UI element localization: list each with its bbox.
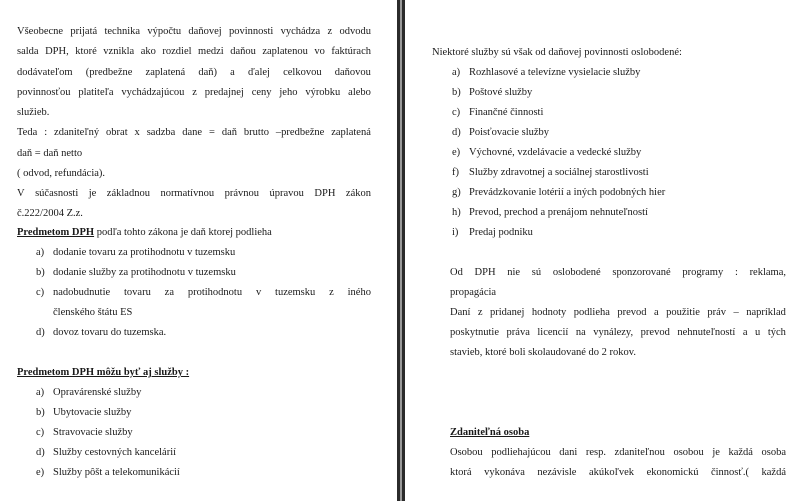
word: nadobudnutie <box>53 287 111 298</box>
word: licencií <box>537 327 569 338</box>
list-item: Služby zdravotnej a sociálnej starostlivosti <box>469 167 649 178</box>
list-letter: a) <box>36 387 45 398</box>
list-item: Opravárenské služby <box>53 387 142 398</box>
word: dodávateľom <box>17 67 73 78</box>
list-letter: f) <box>452 167 459 178</box>
word: DPH <box>314 188 336 199</box>
word: na <box>575 327 586 338</box>
paragraph-line <box>17 25 371 38</box>
list-item: Poštové služby <box>469 87 533 98</box>
word: akúkoľvek <box>588 467 635 478</box>
list-item: Rozhlasové a televízne vysielacie služby <box>469 67 641 78</box>
word: sponzorované <box>612 267 671 278</box>
word: reklama, <box>749 267 786 278</box>
word: zdaniteľný <box>54 127 100 138</box>
word: zdaniteľnou <box>614 447 665 458</box>
word: práv <box>707 307 727 318</box>
list-letter: g) <box>452 187 461 198</box>
word: sadzba <box>146 127 176 138</box>
word: : <box>44 127 48 138</box>
word: podlieha <box>573 307 610 318</box>
word: daň) <box>198 67 218 78</box>
word: prevod <box>617 307 647 318</box>
list-letter: a) <box>36 247 45 258</box>
list-letter: e) <box>452 147 461 158</box>
paragraph-line <box>450 446 786 459</box>
word: resp. <box>585 447 606 458</box>
word: celkovou <box>283 67 322 78</box>
word: iného <box>347 287 371 298</box>
word: zaplatená <box>145 67 186 78</box>
word: každá <box>761 467 786 478</box>
word: programy <box>682 267 724 278</box>
word: Daní <box>450 307 471 318</box>
word: činnosť.( <box>710 467 749 478</box>
list-letter: c) <box>36 427 45 438</box>
word: osobou <box>673 447 704 458</box>
list-item: dodanie tovaru za protihodnotu v tuzemsku <box>53 247 236 258</box>
paragraph-line <box>450 466 786 479</box>
word: osoba <box>761 447 786 458</box>
word: daňou <box>230 46 256 57</box>
list-item <box>53 286 371 299</box>
word: daňovej <box>188 26 222 37</box>
word: platiteľa <box>78 87 114 98</box>
list-letter: c) <box>452 107 461 118</box>
word: : <box>734 267 738 278</box>
word: x <box>134 127 140 138</box>
paragraph-line <box>17 45 371 58</box>
word: súčasnosti <box>35 188 79 199</box>
taxable-person-heading: Zdaniteľná osoba <box>450 427 530 438</box>
list-item: Ubytovacie služby <box>53 407 132 418</box>
list-letter: b) <box>36 267 45 278</box>
word: z <box>329 287 334 298</box>
word: prijatá <box>70 26 98 37</box>
paragraph-line: stavieb, ktoré boli skolaudované do 2 rokov. <box>450 347 636 358</box>
word: V <box>17 188 25 199</box>
word: – <box>733 307 739 318</box>
list-item: dodanie služby za protihodnotu v tuzemsku <box>53 267 236 278</box>
word: faktúrach <box>331 46 371 57</box>
word: obrat <box>106 127 128 138</box>
list-letter: b) <box>36 407 45 418</box>
paragraph-line <box>17 86 371 99</box>
word: základnou <box>106 188 150 199</box>
subject-heading-rest: podľa tohto zákona je daň ktorej podlieha <box>94 227 272 238</box>
word: rozdiel <box>162 46 192 57</box>
list-item: Prevádzkovanie lotérií a iných podobných hier <box>469 187 666 198</box>
word: vo <box>314 46 325 57</box>
formula-note: ( odvod, refundácia). <box>17 168 106 179</box>
list-letter: b) <box>452 87 461 98</box>
word: právnou <box>224 188 260 199</box>
word: ďalej <box>248 67 270 78</box>
word: DPH <box>474 267 496 278</box>
list-letter: i) <box>452 227 459 238</box>
paragraph-line: propagácia <box>450 287 497 298</box>
word: dane <box>182 127 203 138</box>
list-letter: e) <box>36 467 45 478</box>
exempt-intro: Niektoré služby sú však od daňovej povinnosti oslobodené: <box>432 47 682 58</box>
word: a <box>653 307 659 318</box>
word: DPH, <box>45 46 69 57</box>
word: vykonáva <box>484 467 525 478</box>
word: výrobku <box>305 87 341 98</box>
word: vychádza <box>280 26 321 37</box>
word: výpočtu <box>147 26 182 37</box>
word: podliehajúcou <box>491 447 551 458</box>
list-item-continued: členského štátu ES <box>53 307 133 318</box>
word: vynálezy, <box>593 327 634 338</box>
word: –predbežne <box>275 127 325 138</box>
word: tých <box>767 327 786 338</box>
word: u <box>755 327 761 338</box>
word: salda <box>17 46 39 57</box>
word: sú <box>531 267 542 278</box>
list-letter: d) <box>452 127 461 138</box>
word: Osobou <box>450 447 483 458</box>
word: Všeobecne <box>17 26 64 37</box>
list-letter: d) <box>36 447 45 458</box>
word: daňovou <box>334 67 371 78</box>
word: povinnosťou <box>17 87 71 98</box>
word: ktorá <box>450 467 472 478</box>
word: vznikla <box>103 46 135 57</box>
word: nie <box>507 267 521 278</box>
word: zaplatená <box>331 127 371 138</box>
word: zákon <box>345 188 371 199</box>
paragraph-line <box>450 306 786 319</box>
paragraph-line <box>17 187 371 200</box>
word: tovaru <box>124 287 151 298</box>
word: tuzemsku <box>275 287 316 298</box>
word: úpravou <box>269 188 304 199</box>
list-item: Služby pôšt a telekomunikácií <box>53 467 180 478</box>
formula-line <box>17 126 371 139</box>
list-item: Predaj podniku <box>469 227 533 238</box>
word: Teda <box>17 127 38 138</box>
word: normatívnou <box>160 188 215 199</box>
list-item: dovoz tovaru do tuzemska. <box>53 327 167 338</box>
word: z <box>327 26 333 37</box>
word: napríklad <box>746 307 786 318</box>
word: v <box>255 287 262 298</box>
word: Od <box>450 267 463 278</box>
left-page <box>0 0 397 501</box>
word: jeho <box>279 87 298 98</box>
list-letter: h) <box>452 207 461 218</box>
word: technika <box>104 26 141 37</box>
subject-heading-bold: Predmetom DPH <box>17 227 95 238</box>
word: ceny <box>251 87 272 98</box>
list-letter: a) <box>452 67 461 78</box>
word: daň <box>221 127 237 138</box>
word: vychádzajúcou <box>121 87 185 98</box>
list-item: Prevod, prechod a prenájom nehnuteľností <box>469 207 648 218</box>
word: ako <box>140 46 156 57</box>
list-letter: d) <box>36 327 45 338</box>
list-item: Finančné činnosti <box>469 107 544 118</box>
word: a <box>742 327 748 338</box>
word: medzi <box>198 46 224 57</box>
word: pridanej <box>490 307 525 318</box>
word: (predbežne <box>85 67 133 78</box>
word: = <box>208 127 215 138</box>
page-divider <box>397 0 405 501</box>
word: ktoré <box>75 46 97 57</box>
paragraph-line: služieb. <box>17 107 50 118</box>
word: protihodnotu <box>187 287 243 298</box>
word: nehnuteľností <box>677 327 736 338</box>
word: za <box>164 287 174 298</box>
word: každá <box>728 447 753 458</box>
word: práva <box>506 327 530 338</box>
list-letter: c) <box>36 287 45 298</box>
word: a <box>230 67 235 78</box>
right-page <box>405 0 800 501</box>
word: nezávisle <box>537 467 577 478</box>
list-item: Služby cestovných kancelárií <box>53 447 177 458</box>
word: brutto <box>243 127 269 138</box>
word: je <box>712 447 720 458</box>
formula-line: daň = daň netto <box>17 148 83 159</box>
paragraph-line <box>17 66 371 79</box>
word: je <box>88 188 97 199</box>
list-item: Poisťovacie služby <box>469 127 550 138</box>
word: povinnosti <box>228 26 274 37</box>
word: hodnoty <box>531 307 567 318</box>
word: zaplatenou <box>262 46 308 57</box>
paragraph-line <box>450 326 786 339</box>
word: oslobodené <box>552 267 601 278</box>
word: predajnej <box>204 87 244 98</box>
word: ekonomickú <box>646 467 699 478</box>
word: dani <box>559 447 578 458</box>
subject-heading <box>17 226 272 239</box>
word: prevod <box>640 327 670 338</box>
word: odvodu <box>339 26 371 37</box>
word: alebo <box>348 87 371 98</box>
services-heading: Predmetom DPH môžu byť aj služby : <box>17 367 190 378</box>
paragraph-line <box>450 266 786 279</box>
word: z <box>477 307 483 318</box>
word: použitie <box>666 307 700 318</box>
law-reference: č.222/2004 Z.z. <box>17 208 83 219</box>
word: poskytnutie <box>450 327 499 338</box>
list-item: Výchovné, vzdelávacie a vedecké služby <box>469 147 642 158</box>
list-item: Stravovacie služby <box>53 427 133 438</box>
word: z <box>192 87 197 98</box>
